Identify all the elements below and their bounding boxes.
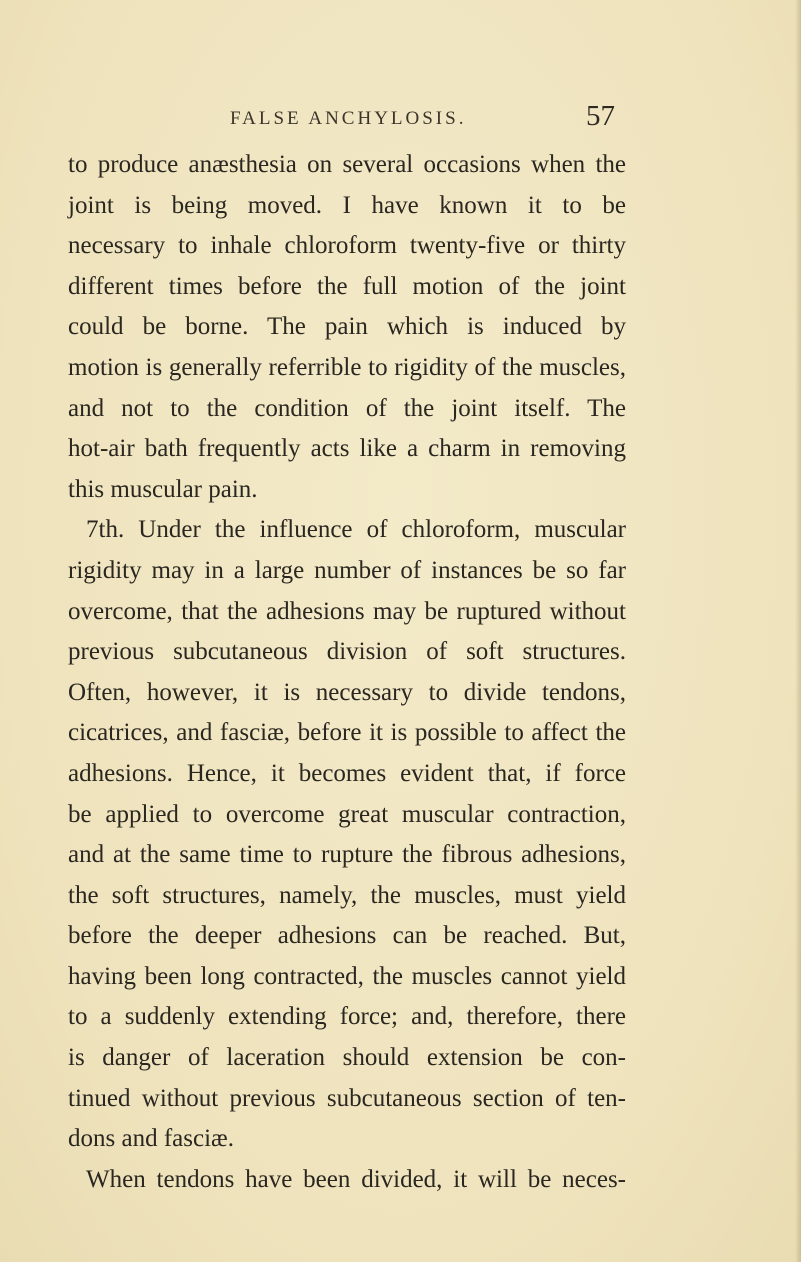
text-line: tinued without previous subcutaneous section of ten- xyxy=(68,1084,626,1112)
page-number: 57 xyxy=(586,100,615,132)
text-line: different times before the full motion of the joint xyxy=(68,272,626,300)
text-line: this muscular pain. xyxy=(68,475,258,503)
body-text xyxy=(68,145,626,1200)
text-line: previous subcutaneous division of soft structures. xyxy=(68,638,626,666)
text-line: dons and fasciæ. xyxy=(68,1125,234,1153)
text-line: and at the same time to rupture the fibrous adhesions, xyxy=(68,841,626,869)
text-line: joint is being moved. I have known it to be xyxy=(68,191,626,219)
text-line: When tendons have been divided, it will be neces- xyxy=(86,1165,626,1193)
text-line: overcome, that the adhesions may be ruptured without xyxy=(68,597,626,625)
text-line: Often, however, it is necessary to divide tendons, xyxy=(68,678,626,706)
text-line: cicatrices, and fasciæ, before it is possible to affect the xyxy=(68,719,626,747)
running-head: FALSE ANCHYLOSIS. xyxy=(230,108,467,129)
text-line: and not to the condition of the joint itself. The xyxy=(68,394,626,422)
text-line: before the deeper adhesions can be reached. But, xyxy=(68,922,626,950)
text-line: hot-air bath frequently acts like a charm in removing xyxy=(68,435,626,463)
text-line: be applied to overcome great muscular contraction, xyxy=(68,800,626,828)
text-line: necessary to inhale chloroform twenty-five or thirty xyxy=(68,232,626,260)
text-line: motion is generally referrible to rigidity of the muscles, xyxy=(68,353,626,381)
text-line: having been long contracted, the muscles cannot yield xyxy=(68,962,626,990)
text-line: the soft structures, namely, the muscles, must yield xyxy=(68,881,626,909)
page-edge-shadow xyxy=(795,0,801,1262)
text-line: is danger of laceration should extension be con- xyxy=(68,1044,626,1072)
text-line: to a suddenly extending force; and, therefore, there xyxy=(68,1003,626,1031)
text-line: rigidity may in a large number of instances be so far xyxy=(68,556,626,584)
text-line: to produce anæsthesia on several occasions when the xyxy=(68,151,626,178)
text-line: could be borne. The pain which is induced by xyxy=(68,313,626,341)
text-line: 7th. Under the influence of chloroform, muscular xyxy=(86,516,626,544)
text-line: adhesions. Hence, it becomes evident that, if force xyxy=(68,759,626,787)
page-header xyxy=(0,100,801,140)
